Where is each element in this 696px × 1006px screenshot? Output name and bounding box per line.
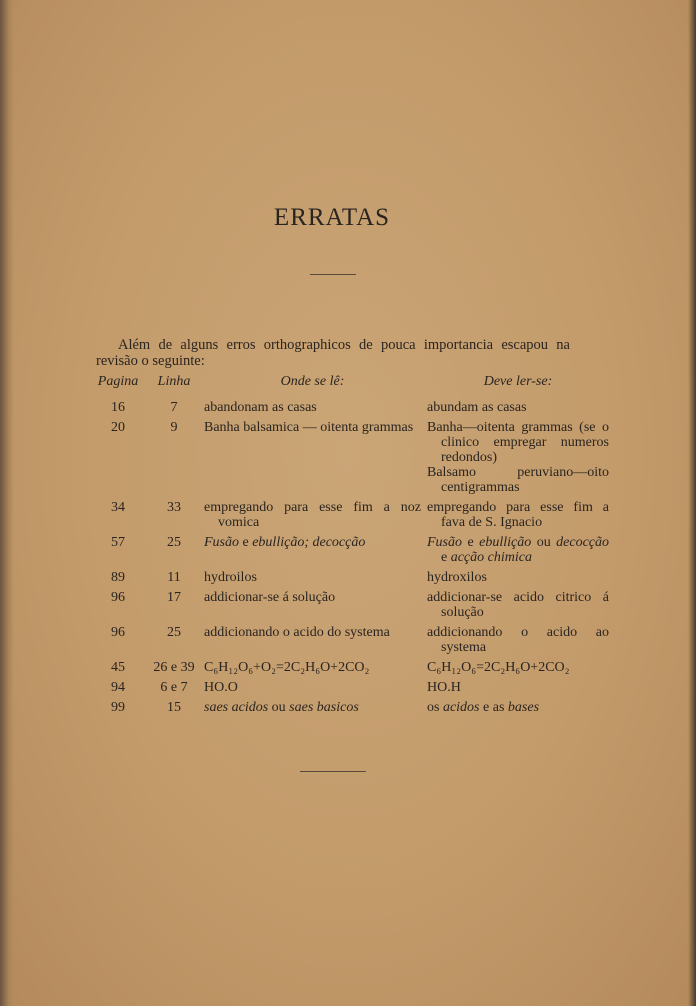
cell-wrong: addicionar-se á solução [204, 590, 336, 605]
cell-page: 45 [111, 660, 125, 675]
header-page: Pagina [97, 374, 139, 389]
italic-text: acidos [442, 700, 480, 715]
cell-wrong: C₆H₁₂O₆+O₂=2C₂H₆O+2CO₂ [204, 660, 370, 675]
table-row [92, 590, 609, 625]
plain-text: e [242, 535, 249, 550]
italic-text: acção chimica [450, 550, 532, 565]
italic-text: Fusão [427, 535, 462, 550]
header-right: Deve ler-se: [483, 374, 553, 389]
table-row [92, 400, 609, 420]
cell-right [427, 700, 609, 720]
cell-wrong: HO.O [204, 680, 238, 695]
cell-right: empregando para esse fim a fava de S. Ignacio [427, 500, 609, 530]
cell-page: 57 [111, 535, 125, 550]
cell-line: 15 [167, 700, 181, 715]
cell-page: 89 [111, 570, 125, 585]
plain-text: e as [483, 700, 505, 715]
cell-line: 26 e 39 [153, 660, 195, 675]
cell-wrong [204, 700, 427, 720]
table-row [92, 535, 609, 570]
italic-text: decocção [556, 535, 609, 550]
errata-table [92, 374, 609, 720]
table-row [92, 660, 609, 680]
header-row [92, 374, 609, 400]
cell-wrong: addicionando o acido do systema [204, 625, 390, 640]
cell-page: 99 [111, 700, 125, 715]
italic-text: saes basicos [289, 700, 359, 715]
title-divider [310, 274, 356, 275]
page-title: ERRATAS [273, 204, 391, 231]
table-row [92, 500, 609, 535]
italic-text: ebullição [479, 535, 532, 550]
cell-right: HO.H [427, 680, 461, 695]
cell-page: 96 [111, 590, 125, 605]
cell-line: 33 [167, 500, 181, 515]
cell-right: abundam as casas [427, 400, 527, 415]
cell-wrong [204, 535, 427, 570]
cell-right: C₆H₁₂O₆=2C₂H₆O+2CO₂ [427, 660, 570, 675]
table-row [92, 420, 609, 500]
table-row [92, 700, 609, 720]
cell-right-line-1: Banha—oitenta grammas (se o clinico empregar numeros redondos) [427, 420, 609, 465]
italic-text: ebullição; decocção [252, 535, 366, 550]
cell-page: 96 [111, 625, 125, 640]
cell-right [427, 420, 609, 500]
cell-wrong: Banha balsamica — oitenta grammas [204, 420, 414, 435]
cell-page: 16 [111, 400, 125, 415]
cell-page: 94 [111, 680, 125, 695]
cell-page: 20 [111, 420, 125, 435]
cell-line: 25 [167, 625, 181, 640]
cell-right: addicionar-se acido citrico á solução [427, 590, 609, 620]
plain-text: os [427, 700, 440, 715]
cell-line: 7 [170, 400, 178, 415]
cell-line: 25 [167, 535, 181, 550]
plain-text: ou [536, 535, 551, 550]
cell-right: hydroxilos [427, 570, 487, 585]
cell-right: addicionando o acido ao systema [427, 625, 609, 655]
cell-line: 6 e 7 [160, 680, 188, 695]
cell-wrong: hydroilos [204, 570, 257, 585]
cell-line: 9 [170, 420, 178, 435]
table-row [92, 680, 609, 700]
header-wrong: Onde se lê: [280, 374, 345, 389]
cell-wrong: abandonam as casas [204, 400, 317, 415]
cell-wrong: empregando para esse fim a noz vomica [204, 500, 421, 530]
italic-text: bases [507, 700, 540, 715]
cell-line: 11 [167, 570, 181, 585]
plain-text: e [467, 535, 474, 550]
cell-right [427, 535, 609, 570]
table-row [92, 570, 609, 590]
intro-paragraph: Além de alguns erros orthographicos de pouca importancia escapou na revisão o seguinte: [96, 336, 570, 369]
plain-text: e [441, 550, 448, 565]
header-line: Linha [157, 374, 191, 389]
italic-text: Fusão [204, 535, 239, 550]
cell-line: 17 [167, 590, 181, 605]
plain-text: ou [271, 700, 286, 715]
cell-page: 34 [111, 500, 125, 515]
table-row [92, 625, 609, 660]
closing-divider [300, 771, 366, 772]
cell-right-line-2: Balsamo peruviano—oito centigrammas [427, 465, 609, 495]
italic-text: saes acidos [204, 700, 269, 715]
